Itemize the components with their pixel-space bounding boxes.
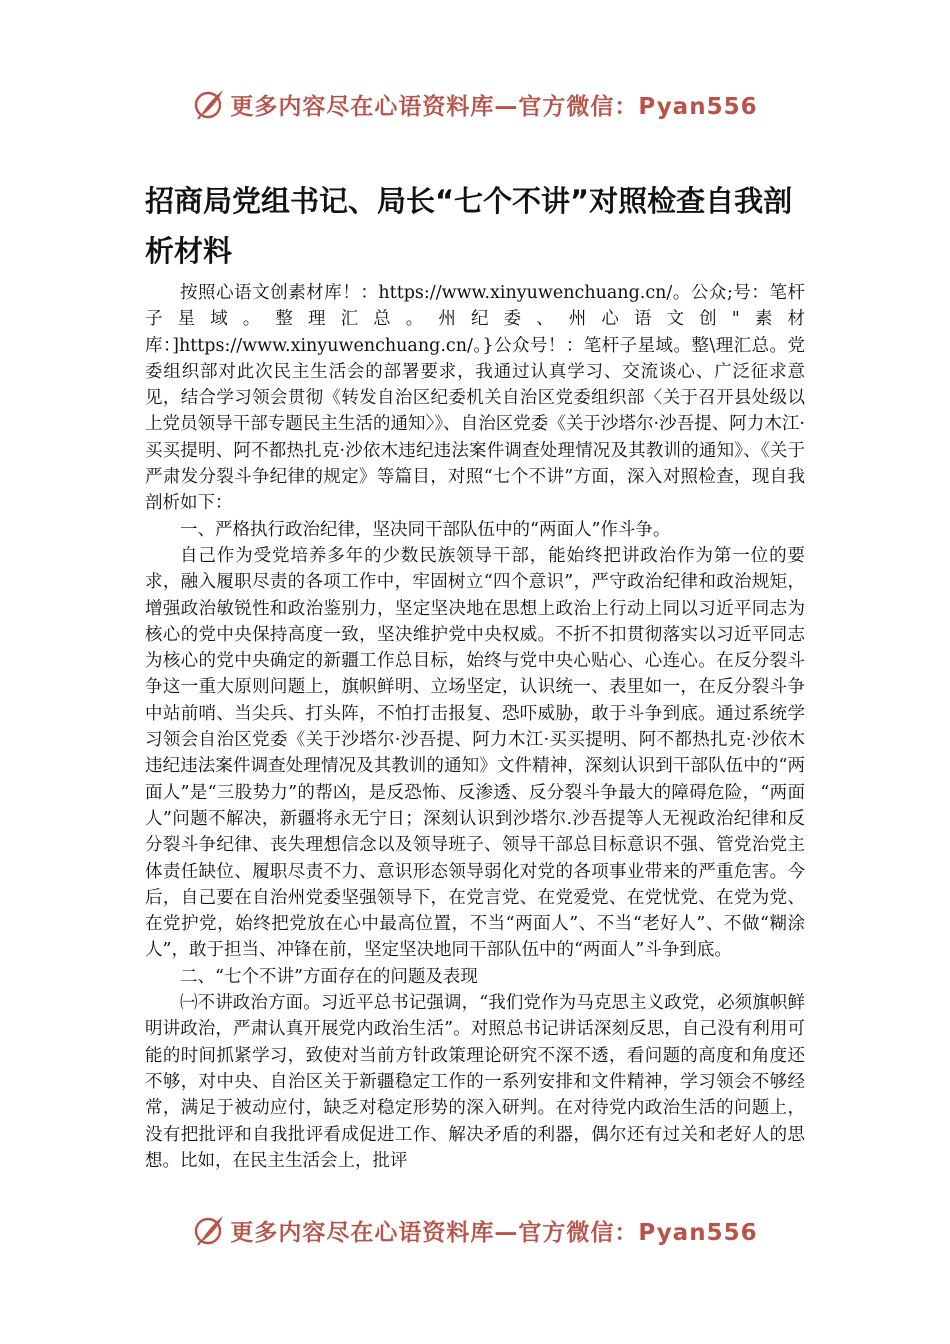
- footer-watermark-text: 更多内容尽在心语资料库—官方微信：Pyan556: [230, 1219, 758, 1246]
- paragraph-section-1: 自己作为受党培养多年的少数民族领导干部，能始终把讲政治作为第一位的要求，融入履职尽责的各项工作中，牢固树立“四个意识”，严守政治纪律和政治规矩，增强政治敏锐性和政治鉴别力，坚定坚决地在思想上政治上行动上同以习近平同志为核心的党中央保持高度一致，坚决维护党中央权威。不折不扣贯彻落实以习近平同志为核心的党中央确定的新疆工作总目标，始终与党中央心贴心、心连心。在反分裂斗争这一重大原则问题上，旗帜鲜明、立场坚定，认识统一、表里如一，在反分裂斗争中站前哨、当尖兵、打头阵，不怕打击报复、恐吓威胁，敢于斗争到底。通过系统学习领会自治区党委《关于沙塔尔·沙吾提、阿力木江·买买提明、阿不都热扎克·沙依木违纪违法案件调查处理情况及其教训的通知》文件精神，深刻认识到干部队伍中的“两面人”是“三股势力”的帮凶，是反恐怖、反渗透、反分裂斗争最大的障碍危险，“两面人”问题不解决，新疆将永无宁日；深刻认识到沙塔尔.沙吾提等人无视政治纪律和反分裂斗争纪律、丧失理想信念以及领导班子、领导干部总目标意识不强、管党治党主体责任缺位、履职尽责不力、意识形态领导弱化对党的各项事业带来的严重危害。今后，自己要在自治州党委坚强领导下，在党言党、在党爱党、在党忧党、在党为党、在党护党，始终把党放在心中最高位置，不当“两面人”、不当“老好人”、不做“糊涂人”，敢于担当、冲锋在前，坚定坚决地同干部队伍中的“两面人”斗争到底。: [145, 545, 805, 961]
- footer-watermark-banner: [0, 1208, 950, 1252]
- quill-logo-icon: [192, 1213, 226, 1247]
- document-title: 招商局党组书记、局长“七个不讲”对照检查自我剖析材料: [145, 184, 793, 268]
- paragraph-intro: 按照心语文创素材库！：https://www.xinyuwenchuang.cn/。公众;号：笔杆子星域。整理汇总。州纪委、州心语文创"素材库：]https://www.xinyuwenchuang.cn/。}公众号！：笔杆子星域。整\理汇总。党委组织部对此次民主生活会的部署要求，我通过认真学习、交流谈心、广泛征求意见，结合学习领会贯彻《转发自治区纪委机关自治区党委组织部〈关于召开县处级以上党员领导干部专题民主生活的通知〉》、自治区党委《关于沙塔尔·沙吾提、阿力木江·买买提明、阿不都热扎克·沙依木违纪违法案件调查处理情况及其教训的通知》、《关于严肃发分裂斗争纪律的规定》等篇目，对照“七个不讲”方面，深入对照检查，现自我剖析如下：: [145, 283, 805, 514]
- section-heading-1: 一、严格执行政治纪律，坚决同干部队伍中的“两面人”作斗争。: [180, 519, 671, 540]
- header-watermark-banner: [0, 82, 950, 126]
- paragraph-section-2-item-1: ㈠不讲政治方面。习近平总书记强调，“我们党作为马克思主义政党，必须旗帜鲜明讲政治，严肃认真开展党内政治生活”。对照总书记讲话深刻反思，自己没有利用可能的时间抓紧学习，致使对当前方针政策理论研究不深不透，看问题的高度和角度还不够，对中央、自治区关于新疆稳定工作的一系列安排和文件精神，学习领会不够经常，满足于被动应付，缺乏对稳定形势的深入研判。在对待党内政治生活的问题上，没有把批评和自我批评看成促进工作、解决矛盾的利器，偶尔还有过关和老好人的思想。比如，在民主生活会上，批评: [145, 993, 805, 1171]
- header-watermark-text: 更多内容尽在心语资料库—官方微信：Pyan556: [230, 93, 758, 120]
- document-body: [145, 280, 805, 1174]
- quill-logo-icon: [192, 87, 226, 121]
- section-heading-2: 二、“七个不讲”方面存在的问题及表现: [180, 966, 478, 987]
